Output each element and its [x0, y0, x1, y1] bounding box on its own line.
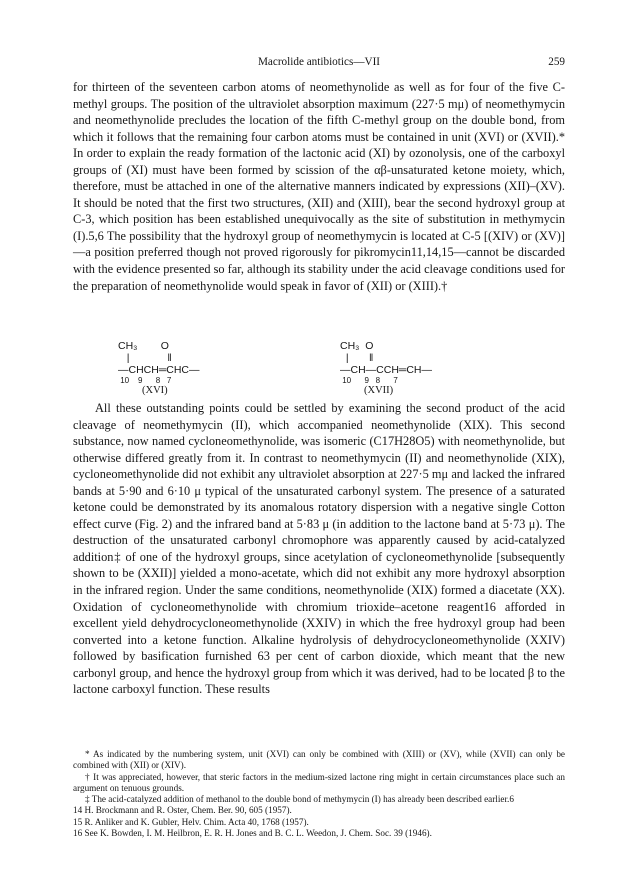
structure-xvii-numbering: 10 9 8 7 [340, 376, 398, 385]
structure-xvii-bonds: | ‖ [340, 352, 374, 364]
running-title: Macrolide antibiotics—VII [257, 56, 381, 68]
structure-xvi-top: CH₃ O [118, 340, 169, 352]
structure-xvi-numbering: 10 9 8 7 [118, 376, 172, 385]
structure-xvi-formula: —CHCH═CHC— [118, 364, 200, 376]
structure-xvi-label: (XVI) [142, 385, 168, 396]
reference-15: 15 R. Anliker and K. Gubler, Helv. Chim. Acta 40, 1768 (1957). [73, 816, 309, 827]
structure-xvi [118, 340, 248, 400]
structure-xvii [340, 340, 470, 400]
structure-xvii-top: CH₃ O [340, 340, 374, 352]
footnote-double-dagger: ‡ The acid-catalyzed addition of methanol to the double bond of methymycin (I) has already been described earlier.6 [85, 794, 514, 805]
paragraph-1 [73, 79, 565, 294]
reference-14: 14 H. Brockmann and R. Oster, Chem. Ber. 90, 605 (1957). [73, 805, 292, 816]
reference-16: 16 See K. Bowden, I. M. Heilbron, E. R. H. Jones and B. C. L. Weedon, J. Chem. Soc. 39 (1946). [73, 828, 432, 839]
running-header [73, 56, 565, 72]
footnote-star: * As indicated by the numbering system, unit (XVI) can only be combined with (XIII) or (XV), while (XVII) can only be combined with (XII) or (XIV). [73, 749, 565, 771]
structure-xvi-bonds: | ‖ [118, 352, 172, 364]
page-number: 259 [548, 56, 565, 68]
footnotes [73, 749, 565, 839]
paragraph-2-text: All these outstanding points could be settled by examining the second product of the acid cleavage of neomethymycin (II), which accompanied neomethynolide (XIX). This second substance, now named cycloneomethynolide, was isomeric (C17H28O5) with neomethynolide, but otherwise differed greatly from it. In contrast to neomethymycin (II) and neomethynolide (XIX), cycloneomethynolide did not exhibit any ultraviolet absorption at 227·5 mμ and lacked the infrared bands at 5·90 and 6·10 μ typical of the unsaturated carbonyl system. The presence of a saturated ketone could be demonstrated by its anomalous rotatory dispersion with a negative single Cotton effect curve (Fig. 2) and the infrared band at 5·83 μ (in addition to the lactone band at 5·73 μ). The destruction of the unsaturated carbonyl chromophore was apparently caused by acid-catalyzed addition‡ of one of the hydroxyl groups, since acetylation of cycloneomethynolide [subsequently shown to be (XXII)] yielded a mono-acetate, which did not exhibit any more hydroxyl absorption in the infrared region. Under the same conditions, neomethynolide (XIX) formed a diacetate (XX). Oxidation of cycloneomethynolide with chromium trioxide–acetone reagent16 afforded in excellent yield dehydrocycloneomethynolide (XXIV) in which the free hydroxyl group had been converted into a ketone function. Alkaline hydrolysis of dehydrocycloneomethynolide (XXIV) followed by basification furnished 63 per cent of carbon dioxide, which meant that the new carbonyl group, and hence the hydroxyl group from which it was derived, had to be located β to the lactone carboxyl function. These results [73, 401, 565, 697]
footnote-dagger: † It was appreciated, however, that steric factors in the medium-sized lactone ring might in certain circumstances place such an argument on tenuous grounds. [73, 771, 565, 793]
structure-xvii-label: (XVII) [364, 385, 394, 396]
paragraph-2 [73, 400, 565, 698]
paragraph-1-text: for thirteen of the seventeen carbon atoms of neomethynolide as well as for four of the five C-methyl groups. The position of the ultraviolet absorption maximum (227·5 mμ) of neomethymycin and neomethynolide precludes the location of the fifth C-methyl group on the double bond, from which it follows that the remaining four carbon atoms must be contained in unit (XVI) or (XVII).* In order to explain the ready formation of the lactonic acid (XI) by ozonolysis, one of the carboxyl groups of (XI) must have been formed by scission of the αβ-unsaturated ketone moiety, which, therefore, must be attached in one of the alternative manners indicated by expressions (XII)–(XV). It should be noted that the first two structures, (XII) and (XIII), bear the second hydroxyl group at C-3, which position has been established unequivocally as the site of substitution in methymycin (I).5,6 The possibility that the hydroxyl group of neomethymycin is located at C-5 [(XIV) or (XV)]—a position preferred though not proved rigorously for pikromycin11,14,15—cannot be discarded with the evidence presented so far, although its stability under the acid cleavage conditions used for the preparation of neomethynolide would speak in favor of (XII) or (XIII).† [73, 80, 565, 293]
structure-xvii-formula: —CH—CCH═CH— [340, 364, 433, 376]
